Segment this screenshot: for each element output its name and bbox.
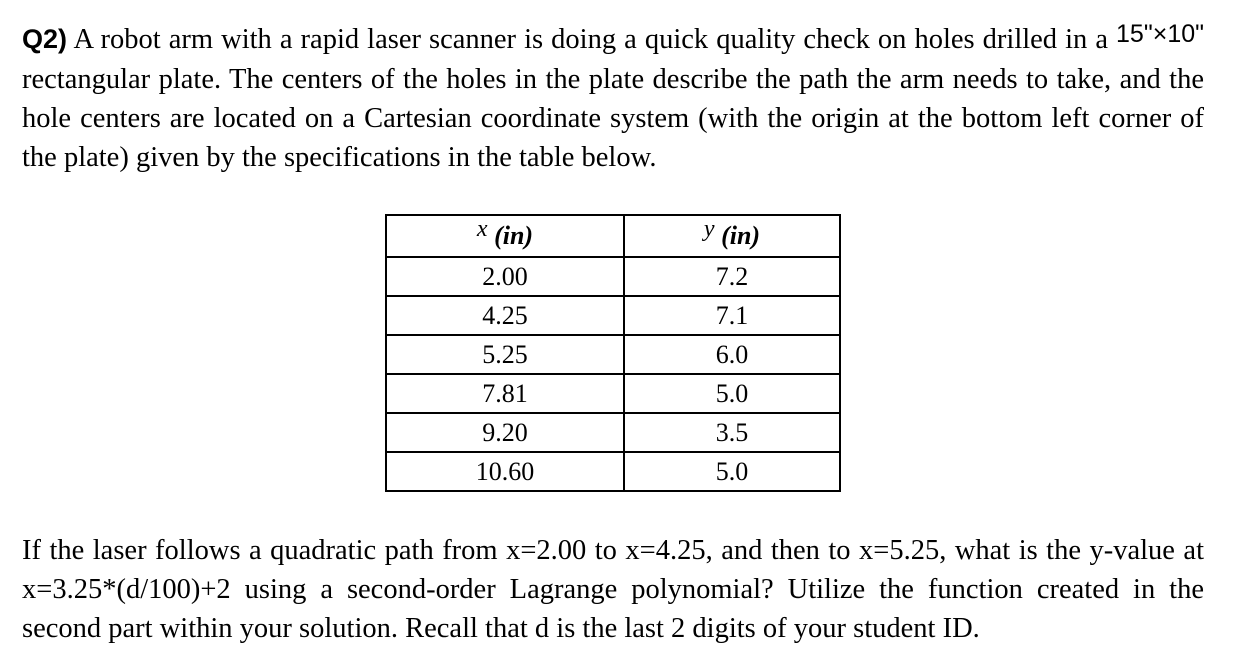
question-intro-part2: rectangular plate. The centers of the holes in the plate describe the path the arm needs to take, and the hole centers are located on a Cartesian coordinate system (with the origin at the bottom left corner of the plate) given by the specifications in the table below.: [22, 64, 1204, 173]
table-row: [386, 296, 840, 335]
table-row: [386, 257, 840, 296]
x-unit: (in): [487, 221, 534, 250]
x-cell: 5.25: [386, 335, 624, 374]
x-column-header: [386, 215, 624, 257]
table-row: [386, 452, 840, 491]
table-row: [386, 335, 840, 374]
y-cell: 7.2: [624, 257, 840, 296]
x-variable: x: [476, 216, 488, 242]
x-cell: 10.60: [386, 452, 624, 491]
y-column-header: [624, 215, 840, 257]
table-row: [386, 374, 840, 413]
x-cell: 2.00: [386, 257, 624, 296]
y-cell: 6.0: [624, 335, 840, 374]
plate-dimensions: 15"×10": [1116, 20, 1204, 48]
question-text: [22, 20, 1204, 177]
table-row: [386, 413, 840, 452]
y-cell: 5.0: [624, 374, 840, 413]
y-cell: 3.5: [624, 413, 840, 452]
follow-up-question: If the laser follows a quadratic path from x=2.00 to x=4.25, and then to x=5.25, what is the y-value at x=3.25*(d/100)+2 using a second-order Lagrange polynomial? Utilize the function created in the second part within your solution. Recall that d is the last 2 digits of your student ID.: [22, 535, 1204, 644]
y-variable: y: [703, 216, 715, 242]
y-cell: 7.1: [624, 296, 840, 335]
table-header-row: [386, 215, 840, 257]
x-cell: 7.81: [386, 374, 624, 413]
x-cell: 4.25: [386, 296, 624, 335]
y-unit: (in): [714, 221, 761, 250]
hole-coordinates-table: [385, 214, 841, 492]
question-intro-part1: A robot arm with a rapid laser scanner is doing a quick quality check on holes drilled in a: [67, 24, 1117, 55]
question-label: Q2): [22, 24, 68, 54]
y-cell: 5.0: [624, 452, 840, 491]
x-cell: 9.20: [386, 413, 624, 452]
